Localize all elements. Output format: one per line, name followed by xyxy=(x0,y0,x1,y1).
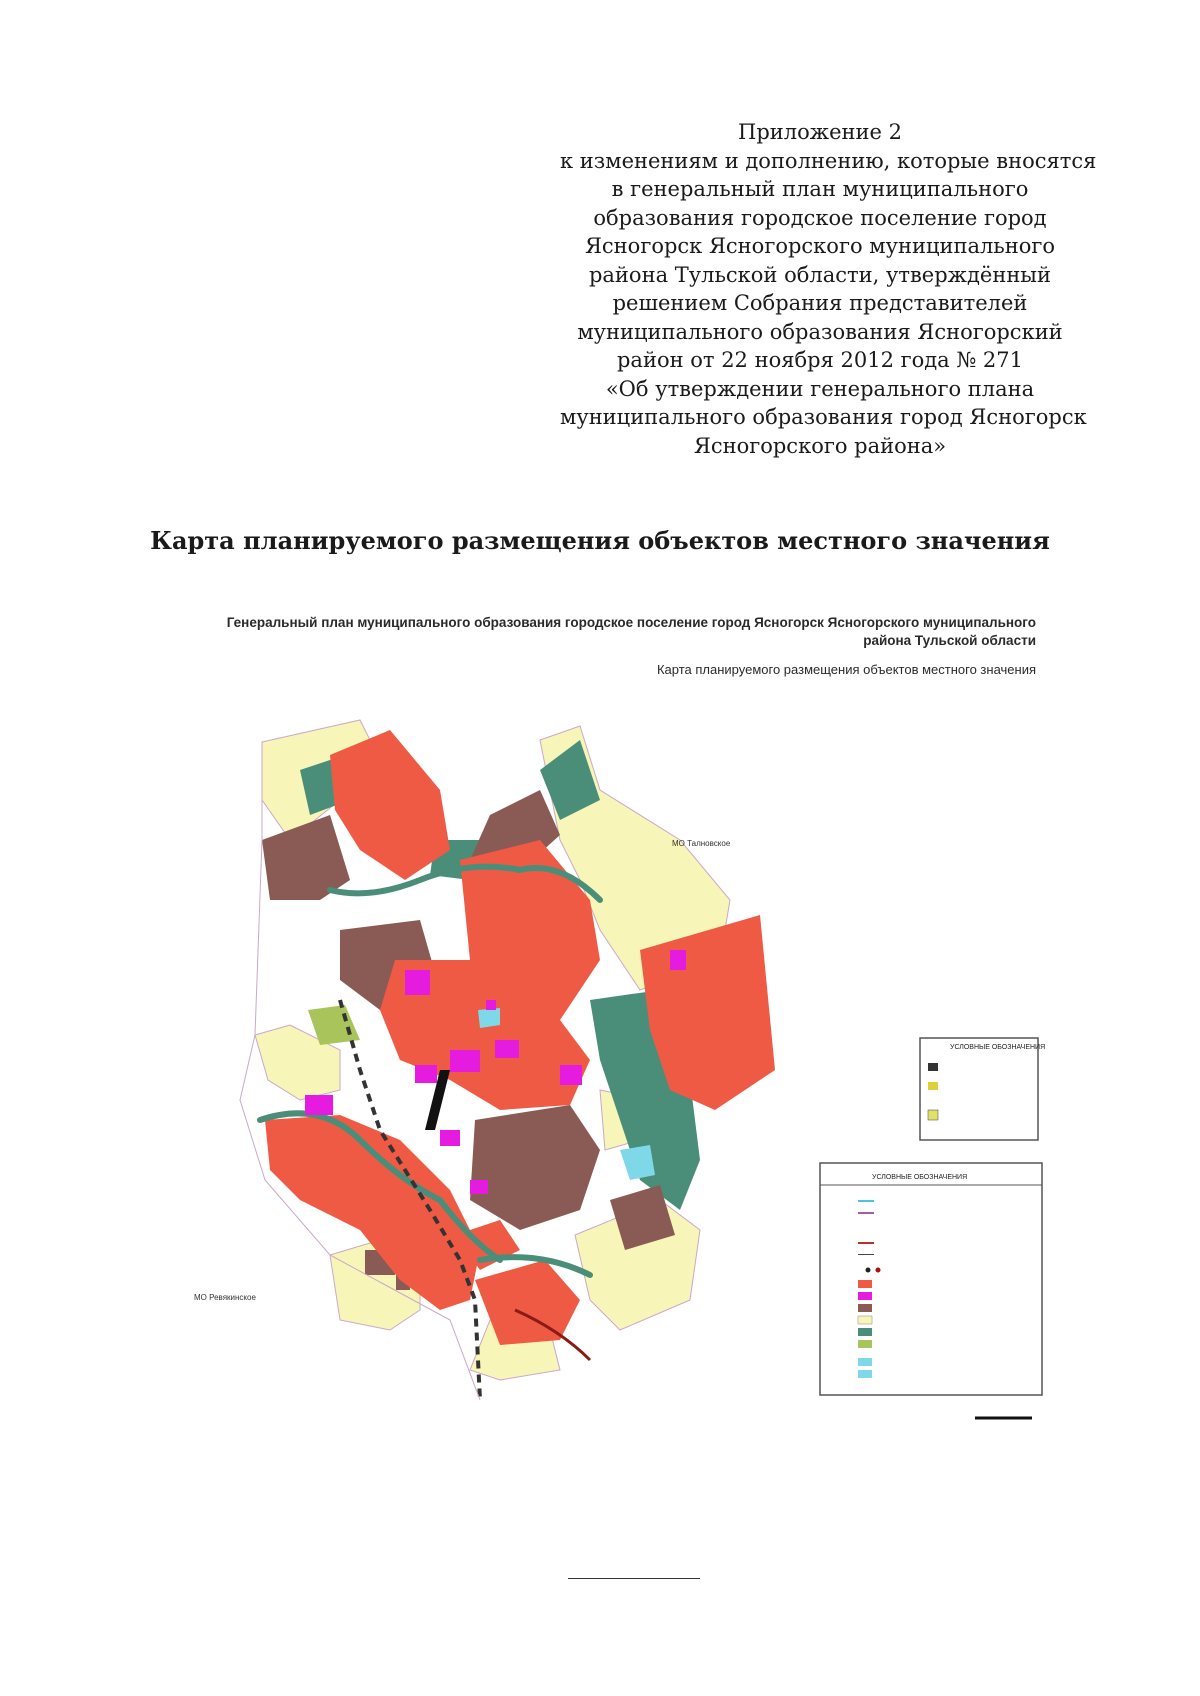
legend-large-title: УСЛОВНЫЕ ОБОЗНАЧЕНИЯ xyxy=(872,1174,968,1181)
appendix-line: «Об утверждении генерального плана xyxy=(605,376,1035,401)
mo-revyakinskoe-label: МО Ревякинское xyxy=(194,1293,256,1302)
footnote-separator xyxy=(568,1578,700,1579)
map-header-line2: района Тульской области xyxy=(863,633,1036,648)
appendix-line: к изменениям и дополнению, которые вносятся xyxy=(560,148,1097,173)
map-subtitle: Карта планируемого размещения объектов местного значения xyxy=(656,662,1036,677)
appendix-line: образования городское поселение город xyxy=(593,205,1047,230)
appendix-line: района Тульской области, утверждённый xyxy=(588,262,1052,287)
legend-large xyxy=(820,1163,1042,1395)
appendix-line: Ясногорского района» xyxy=(693,433,947,458)
appendix-line: муниципального образования город Ясногорск xyxy=(560,405,1087,429)
legend-small-title: УСЛОВНЫЕ ОБОЗНАЧЕНИЯ xyxy=(950,1044,1046,1051)
appendix-line: район от 22 ноября 2012 года № 271 xyxy=(616,348,1024,372)
appendix-line: решением Собрания представителей xyxy=(612,291,1028,315)
legend-small xyxy=(920,1038,1045,1140)
page-title: Карта планируемого размещения объектов местного значения xyxy=(150,526,1050,555)
map-header-line1: Генеральный план муниципального образования городское поселение город Ясногорск Ясногорского муниципального xyxy=(226,615,1036,630)
appendix-line: Приложение 2 xyxy=(738,120,902,144)
appendix-line: в генеральный план муниципального xyxy=(611,177,1029,201)
appendix-line: муниципального образования Ясногорский xyxy=(577,319,1063,344)
appendix-line: Ясногорск Ясногорского муниципального xyxy=(584,234,1056,258)
mo-talnovskoe-label: МО Талновское xyxy=(672,839,731,848)
